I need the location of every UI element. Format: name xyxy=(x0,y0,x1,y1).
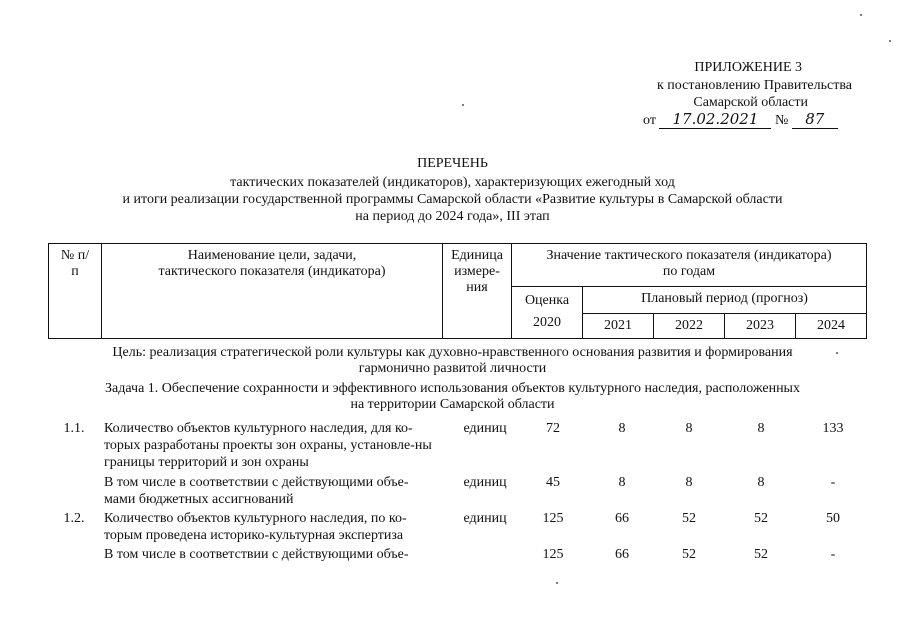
document-title: ПЕРЕЧЕНЬ xyxy=(417,156,488,171)
row-unit: единиц xyxy=(463,511,507,526)
indicators-table-header xyxy=(48,243,867,339)
scan-speck xyxy=(836,352,838,354)
value-2024: - xyxy=(830,475,836,490)
date-value: 17.02.2021 xyxy=(659,110,771,129)
header-values-line-1: Значение тактического показателя (индикатора) xyxy=(546,248,832,263)
date-prefix: от xyxy=(643,113,656,128)
row-unit: единиц xyxy=(463,421,507,436)
table-row xyxy=(0,420,905,472)
row-text: В том числе в соответствии с действующими объе-мами бюджетных ассигнований xyxy=(104,475,409,507)
value-2021: 66 xyxy=(615,511,629,526)
header-num xyxy=(49,244,102,339)
header-year-2022: 2022 xyxy=(653,314,724,339)
header-estimate xyxy=(512,287,583,339)
scan-speck xyxy=(462,104,464,106)
task-line-1: Задача 1. Обеспечение сохранности и эффективного использования объектов культурного наследия, расположенных xyxy=(105,381,800,396)
document-subtitle-1: тактических показателей (индикаторов), характеризующих ежегодный ход xyxy=(230,175,675,190)
appendix-title: ПРИЛОЖЕНИЕ 3 xyxy=(694,60,802,75)
appendix-line-1: к постановлению Правительства xyxy=(656,78,852,93)
table-row xyxy=(0,546,905,566)
value-2023: 52 xyxy=(754,511,768,526)
value-2023: 8 xyxy=(757,475,765,490)
value-2021: 8 xyxy=(618,421,626,436)
row-number: 1.1. xyxy=(63,421,85,436)
document-subtitle-3: на период до 2024 года», III этап xyxy=(355,209,550,224)
header-name xyxy=(102,244,443,339)
row-text: Количество объектов культурного наследия, по ко-торым проведена историко-культурная экспертиза xyxy=(104,511,407,543)
goal-line-2: гармонично развитой личности xyxy=(358,361,547,376)
row-number: 1.2. xyxy=(63,511,85,526)
task-line-2: на территории Самарской области xyxy=(350,397,555,412)
number-value: 87 xyxy=(792,110,838,129)
header-plan: Плановый период (прогноз) xyxy=(583,287,867,314)
header-estimate-year: 2020 xyxy=(533,315,561,330)
document-subtitle-2: и итоги реализации государственной программы Самарской области «Развитие культуры в Самарской области xyxy=(122,192,783,207)
header-year-2021: 2021 xyxy=(583,314,654,339)
appendix-line-2: Самарской области xyxy=(693,95,808,110)
header-unit-line-1: Единица xyxy=(451,248,503,263)
header-values xyxy=(512,244,867,287)
value-2022: 8 xyxy=(685,421,693,436)
row-unit: единиц xyxy=(463,475,507,490)
scan-speck xyxy=(556,582,558,584)
value-2020: 125 xyxy=(542,547,564,562)
header-name-line-1: Наименование цели, задачи, xyxy=(187,248,357,263)
appendix-date-line xyxy=(643,110,838,130)
header-unit xyxy=(443,244,512,339)
value-2020: 72 xyxy=(546,421,560,436)
header-unit-line-2: измере- xyxy=(454,264,500,279)
number-prefix: № xyxy=(774,113,789,128)
value-2023: 52 xyxy=(754,547,768,562)
table-row xyxy=(0,474,905,508)
row-text: Количество объектов культурного наследия, для ко-торых разработаны проекты зон охраны, установле-ны границы территорий и зон охраны xyxy=(104,421,432,470)
row-text: В том числе в соответствии с действующими объе- xyxy=(104,547,409,562)
table-row xyxy=(0,510,905,544)
scan-speck xyxy=(889,40,891,42)
header-num-label: № п/п xyxy=(60,248,90,279)
value-2022: 52 xyxy=(682,511,696,526)
header-year-2023: 2023 xyxy=(724,314,795,339)
header-year-2024: 2024 xyxy=(795,314,866,339)
value-2021: 66 xyxy=(615,547,629,562)
value-2022: 52 xyxy=(682,547,696,562)
header-name-line-2: тактического показателя (индикатора) xyxy=(158,264,386,279)
value-2020: 45 xyxy=(546,475,560,490)
scan-speck xyxy=(860,14,862,16)
value-2023: 8 xyxy=(757,421,765,436)
value-2022: 8 xyxy=(685,475,693,490)
header-values-line-2: по годам xyxy=(662,264,716,279)
header-unit-line-3: ния xyxy=(466,280,488,295)
value-2024: 50 xyxy=(826,511,840,526)
value-2020: 125 xyxy=(542,511,564,526)
header-estimate-label: Оценка xyxy=(524,293,570,308)
value-2024: - xyxy=(830,547,836,562)
goal-line-1: Цель: реализация стратегической роли культуры как духовно-нравственного основания развития и формирования xyxy=(112,345,793,360)
value-2021: 8 xyxy=(618,475,626,490)
value-2024: 133 xyxy=(822,421,844,436)
